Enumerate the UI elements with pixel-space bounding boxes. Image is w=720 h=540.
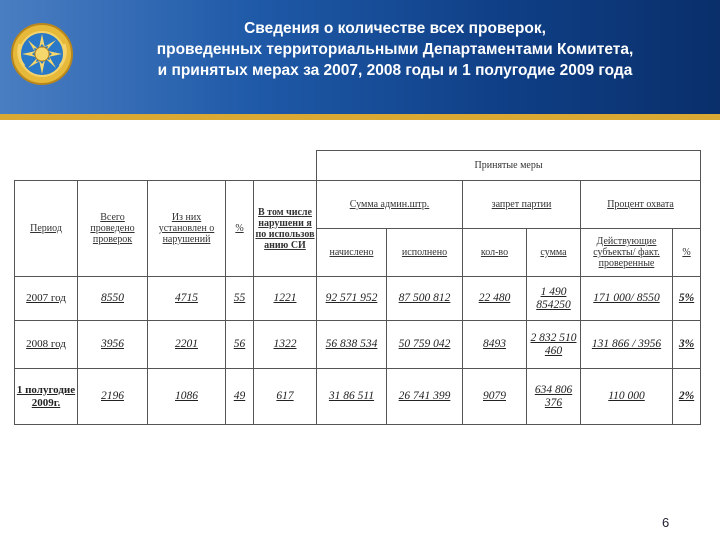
cell-coverage-pct: 2%	[673, 369, 701, 425]
title-line: и принятых мерах за 2007, 2008 годы и 1 полугодие 2009 года	[157, 62, 633, 79]
page-number: 6	[662, 515, 670, 530]
cell-percent: 56	[226, 321, 254, 369]
col-si-header: В том числе нарушени я по использов анию СИ	[254, 181, 317, 277]
cell-violations: 2201	[148, 321, 226, 369]
col-coverage-header: Процент охвата	[581, 181, 701, 229]
state-emblem-icon	[10, 22, 74, 86]
cell-fines-imposed: 56 838 534	[317, 321, 387, 369]
cell-fines-executed: 50 759 042	[387, 321, 463, 369]
title-line: Сведения о количестве всех проверок,	[244, 20, 546, 37]
table-row	[15, 369, 701, 425]
col-coverage-subjects-header: Действующие субъекты/ факт. проверенные	[581, 229, 673, 277]
cell-coverage-pct: 5%	[673, 277, 701, 321]
cell-period: 2008 год	[15, 321, 78, 369]
cell-ban-sum: 634 806 376	[527, 369, 581, 425]
cell-ban-sum: 1 490 854250	[527, 277, 581, 321]
cell-fines-executed: 26 741 399	[387, 369, 463, 425]
col-fines-header: Сумма админ.штр.	[317, 181, 463, 229]
table-row	[15, 321, 701, 369]
cell-period: 2007 год	[15, 277, 78, 321]
cell-percent: 49	[226, 369, 254, 425]
cell-coverage-subjects: 131 866 / 3956	[581, 321, 673, 369]
cell-si: 1322	[254, 321, 317, 369]
col-coverage-pct-header: %	[673, 229, 701, 277]
cell-si: 1221	[254, 277, 317, 321]
cell-ban-count: 9079	[463, 369, 527, 425]
cell-coverage-pct: 3%	[673, 321, 701, 369]
cell-period: 1 полугодие 2009г.	[15, 369, 78, 425]
group-header: Принятые меры	[317, 151, 701, 181]
cell-total: 8550	[78, 277, 148, 321]
page-title	[95, 18, 695, 81]
cell-fines-imposed: 31 86 511	[317, 369, 387, 425]
cell-total: 2196	[78, 369, 148, 425]
cell-total: 3956	[78, 321, 148, 369]
inspections-table	[14, 150, 701, 425]
col-total-header: Всего проведено проверок	[78, 181, 148, 277]
col-period-header: Период	[15, 181, 78, 277]
cell-violations: 4715	[148, 277, 226, 321]
table-header-row	[15, 151, 701, 181]
col-percent-header: %	[226, 181, 254, 277]
cell-coverage-subjects: 110 000	[581, 369, 673, 425]
col-ban-count-header: кол-во	[463, 229, 527, 277]
cell-fines-imposed: 92 571 952	[317, 277, 387, 321]
table-header-row	[15, 181, 701, 229]
col-violations-header: Из них установлен о нарушений	[148, 181, 226, 277]
cell-ban-count: 22 480	[463, 277, 527, 321]
header-banner	[0, 0, 720, 120]
col-ban-sum-header: сумма	[527, 229, 581, 277]
cell-violations: 1086	[148, 369, 226, 425]
col-fines-imposed-header: начислено	[317, 229, 387, 277]
cell-ban-sum: 2 832 510 460	[527, 321, 581, 369]
cell-si: 617	[254, 369, 317, 425]
col-ban-header: запрет партии	[463, 181, 581, 229]
cell-coverage-subjects: 171 000/ 8550	[581, 277, 673, 321]
table-row	[15, 277, 701, 321]
cell-percent: 55	[226, 277, 254, 321]
col-fines-executed-header: исполнено	[387, 229, 463, 277]
title-line: проведенных территориальными Департаментами Комитета,	[156, 41, 634, 58]
cell-fines-executed: 87 500 812	[387, 277, 463, 321]
cell-ban-count: 8493	[463, 321, 527, 369]
